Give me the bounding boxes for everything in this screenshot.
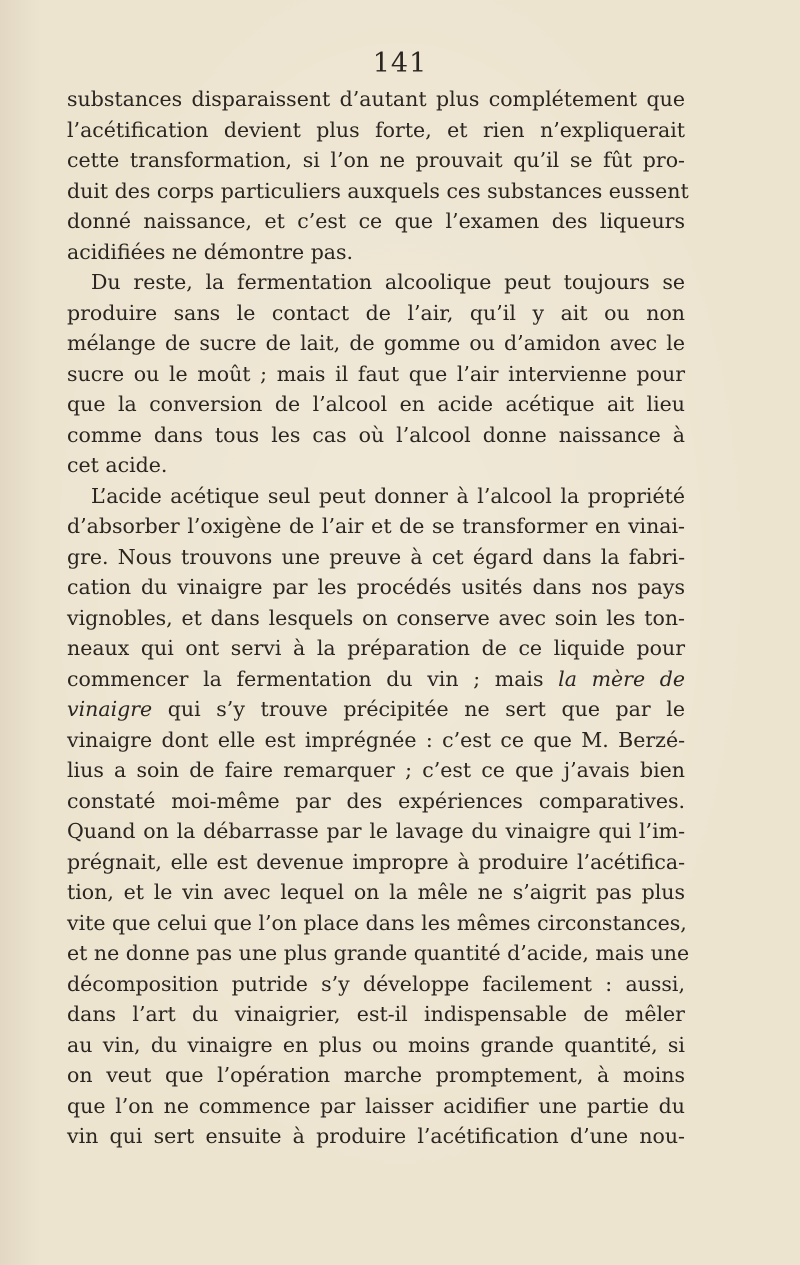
text-line: gre. Nous trouvons une preuve à cet égard dans la fabri- [67, 544, 685, 569]
text-line: cet acide. [67, 453, 168, 477]
text-line: d’absorber l’oxigène de l’air et de se transformer en vinai- [67, 514, 685, 538]
text-line: cation du vinaigre par les procédés usités dans nos pays [67, 575, 685, 599]
text-segment: qui s’y trouve précipitée ne sert que par le [167, 697, 685, 721]
text-line: prégnait, elle est devenue impropre à produire l’acétifica- [67, 849, 685, 874]
text-line: on veut que l’opération marche promptement, à moins [67, 1063, 685, 1087]
text-line: produire sans le contact de l’air, qu’il y ait ou non [67, 300, 685, 325]
italic-segment: la mère de [558, 666, 685, 691]
text-line: cette transformation, si l’on ne prouvait qu’il se fût pro- [67, 148, 685, 172]
text-line: neaux qui ont servi à la préparation de ce liquide pour [67, 636, 685, 660]
text-line: constaté moi-même par des expériences comparatives. [67, 788, 685, 813]
text-line: tion, et le vin avec lequel on la mêle ne s’aigrit pas plus [67, 880, 685, 904]
text-line: vite que celui que l’on place dans les mêmes circonstances, [67, 910, 687, 935]
text-line: l’acétification devient plus forte, et rien n’expliquerait [67, 117, 685, 142]
page-number: 141 [372, 48, 428, 79]
text-line: vinaigre dont elle est imprégnée : c’est ce que M. Berzé- [67, 727, 685, 752]
text-line: duit des corps particuliers auxquels ces substances eussent [67, 178, 689, 203]
text-line: donné naissance, et c’est ce que l’examen des liqueurs [67, 209, 685, 233]
text-line: vin qui sert ensuite à produire l’acétification d’une nou- [67, 1124, 685, 1148]
text-segment: commencer la fermentation du vin ; mais [67, 666, 544, 691]
body-text [67, 84, 690, 1152]
text-line: sucre ou le moût ; mais il faut que l’air intervienne pour [67, 361, 685, 386]
text-line: que la conversion de l’alcool en acide acétique ait lieu [67, 392, 685, 416]
text-line: Quand on la débarrasse par le lavage du vinaigre qui l’im- [67, 819, 685, 843]
text-line: et ne donne pas une plus grande quantité d’acide, mais une [67, 941, 690, 965]
text-line: Du reste, la fermentation alcoolique peut toujours se [91, 270, 685, 294]
text-line: mélange de sucre de lait, de gomme ou d’amidon avec le [67, 331, 685, 355]
text-line: au vin, du vinaigre en plus ou moins grande quantité, si [67, 1032, 685, 1057]
text-line: comme dans tous les cas où l’alcool donne naissance à [67, 422, 685, 447]
text-line: acidifiées ne démontre pas. [67, 239, 354, 264]
text-line: L’acide acétique seul peut donner à l’alcool la propriété [91, 483, 685, 508]
text-line: dans l’art du vinaigrier, est-il indispensable de mêler [67, 1002, 685, 1026]
italic-segment: vinaigre [67, 697, 153, 721]
text-line-mixed [67, 694, 685, 725]
text-line: vignobles, et dans lesquels on conserve avec soin les ton- [67, 605, 685, 630]
text-line: lius a soin de faire remarquer ; c’est ce que j’avais bien [67, 758, 685, 782]
text-line-mixed [67, 664, 685, 695]
text-line: que l’on ne commence par laisser acidifier une partie du [67, 1093, 685, 1118]
text-line: substances disparaissent d’autant plus complétement que [67, 87, 685, 111]
text-line: décomposition putride s’y développe facilement : aussi, [67, 971, 685, 996]
